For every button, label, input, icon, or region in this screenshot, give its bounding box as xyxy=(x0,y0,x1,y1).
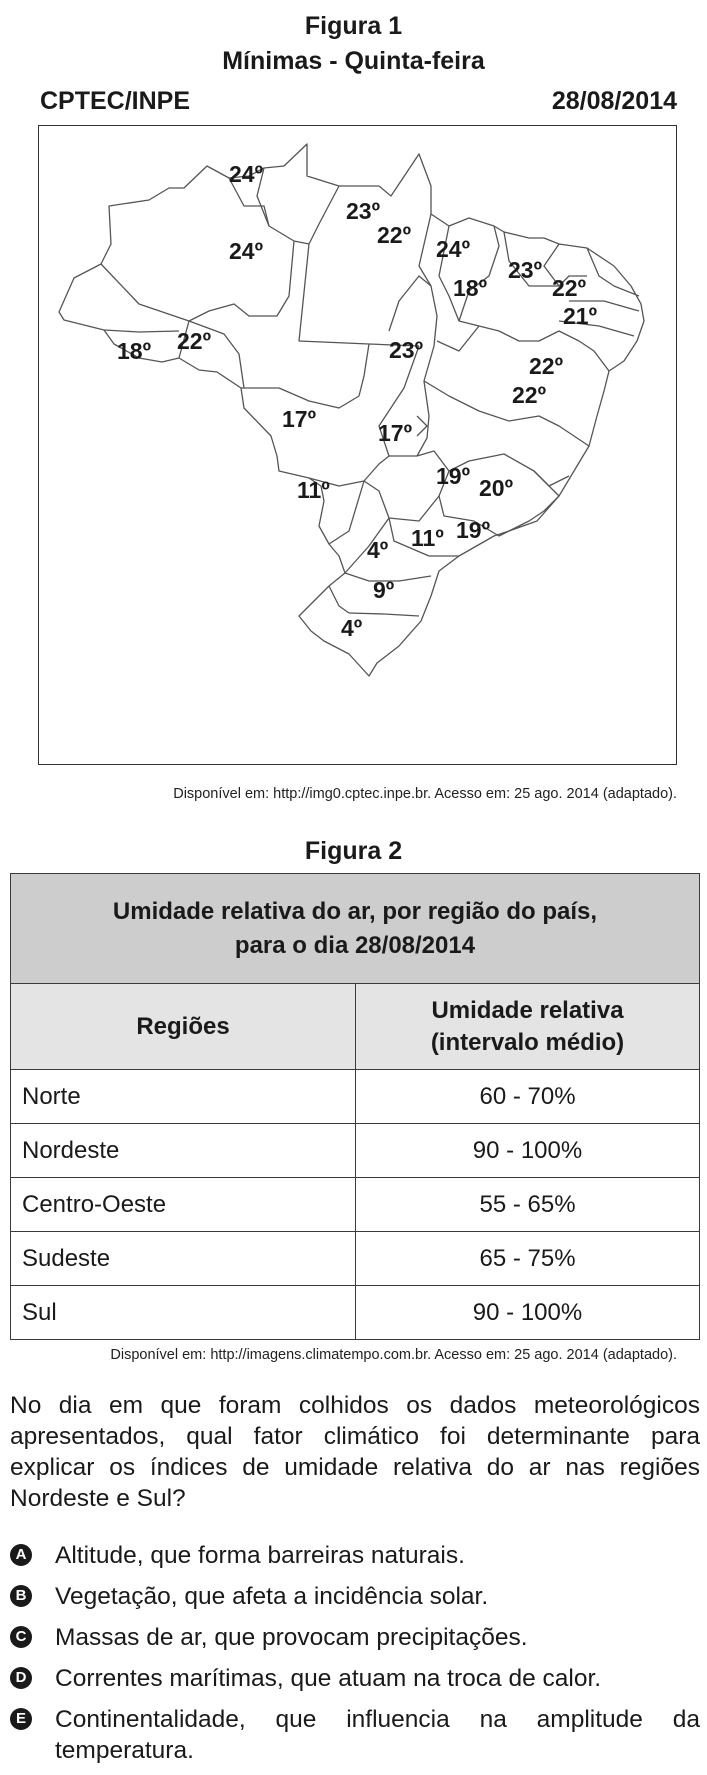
map-date-label: 28/08/2014 xyxy=(551,87,677,115)
region-cell: Sul xyxy=(11,1286,356,1340)
option-letter-badge: B xyxy=(10,1585,32,1607)
option-text: Continentalidade, que influencia na amplitude da temperatura. xyxy=(55,1706,700,1764)
option-letter-badge: A xyxy=(10,1544,32,1566)
temp-label: 24º xyxy=(229,161,263,187)
figure1-title: Figura 1 xyxy=(304,12,403,40)
option-b[interactable] xyxy=(10,1581,700,1612)
temp-label: 19º xyxy=(436,463,470,489)
humidity-table xyxy=(10,873,700,1340)
humidity-cell: 90 - 100% xyxy=(356,1124,700,1178)
option-d[interactable] xyxy=(10,1663,700,1694)
humidity-cell: 90 - 100% xyxy=(356,1286,700,1340)
temp-label: 18º xyxy=(453,275,487,301)
temp-label: 22º xyxy=(377,222,411,248)
humidity-cell: 65 - 75% xyxy=(356,1232,700,1286)
temp-label: 11º xyxy=(297,477,330,503)
table-row xyxy=(11,1178,700,1232)
table-row xyxy=(11,1286,700,1340)
temp-label: 22º xyxy=(512,382,546,408)
figure1-credit: Disponível em: http://img0.cptec.inpe.br. Acesso em: 25 ago. 2014 (adaptado). xyxy=(173,786,677,802)
map-source-label: CPTEC/INPE xyxy=(40,87,191,115)
option-text: Altitude, que forma barreiras naturais. xyxy=(55,1542,465,1569)
table-header-row xyxy=(11,984,700,1070)
temp-label: 22º xyxy=(529,353,563,379)
option-letter-badge: E xyxy=(10,1708,32,1730)
temp-label: 22º xyxy=(552,275,586,301)
temp-label: 24º xyxy=(229,238,263,264)
figure2-title: Figura 2 xyxy=(304,837,403,865)
table-caption-row xyxy=(11,874,700,984)
temp-label: 24º xyxy=(436,236,470,262)
header-humidity-line: (intervalo médio) xyxy=(430,1028,625,1056)
brazil-map xyxy=(39,126,678,766)
temp-label: 23º xyxy=(346,198,380,224)
table-row xyxy=(11,1070,700,1124)
humidity-cell: 60 - 70% xyxy=(356,1070,700,1124)
table-row xyxy=(11,1232,700,1286)
option-text: Massas de ar, que provocam precipitações. xyxy=(55,1624,528,1651)
temp-label: 4º xyxy=(367,537,389,563)
region-cell: Centro-Oeste xyxy=(11,1178,356,1232)
question-text: No dia em que foram colhidos os dados meteorológicos apresentados, qual fator climático foi determinante para explicar os índices de umidade relativa do ar nas regiões Nordeste e Sul? xyxy=(10,1392,700,1512)
figure2-credit: Disponível em: http://imagens.climatempo.com.br. Acesso em: 25 ago. 2014 (adaptado). xyxy=(110,1347,677,1363)
figure1-subtitle: Mínimas - Quinta-feira xyxy=(222,47,485,75)
temp-label: 20º xyxy=(479,475,513,501)
region-cell: Norte xyxy=(11,1070,356,1124)
temp-label: 18º xyxy=(117,338,151,364)
option-a[interactable] xyxy=(10,1540,700,1571)
header-humidity xyxy=(356,984,700,1070)
option-c[interactable] xyxy=(10,1622,700,1653)
temp-label: 17º xyxy=(378,420,412,446)
temp-label: 23º xyxy=(389,337,423,363)
region-cell: Sudeste xyxy=(11,1232,356,1286)
temp-label: 4º xyxy=(341,615,363,641)
humidity-cell: 55 - 65% xyxy=(356,1178,700,1232)
header-region: Regiões xyxy=(11,984,356,1070)
brazil-map-frame xyxy=(38,125,677,765)
temp-label: 22º xyxy=(177,328,211,354)
temp-label: 23º xyxy=(508,257,542,283)
option-e[interactable] xyxy=(10,1704,700,1766)
region-cell: Nordeste xyxy=(11,1124,356,1178)
table-caption xyxy=(11,874,700,984)
table-row xyxy=(11,1124,700,1178)
temp-label: 9º xyxy=(373,577,395,603)
header-humidity-line: Umidade relativa xyxy=(431,996,624,1024)
temp-label: 19º xyxy=(456,517,490,543)
temperature-labels xyxy=(117,161,597,641)
option-letter-badge: C xyxy=(10,1626,32,1648)
table-caption-line: para o dia 28/08/2014 xyxy=(234,931,476,959)
table-caption-line: Umidade relativa do ar, por região do país, xyxy=(112,897,598,925)
temp-label: 21º xyxy=(563,303,597,329)
option-letter-badge: D xyxy=(10,1667,32,1689)
option-text: Correntes marítimas, que atuam na troca de calor. xyxy=(55,1665,602,1692)
answer-options xyxy=(10,1540,700,1775)
option-text: Vegetação, que afeta a incidência solar. xyxy=(55,1583,489,1610)
temp-label: 11º xyxy=(411,525,444,551)
temp-label: 17º xyxy=(282,406,316,432)
